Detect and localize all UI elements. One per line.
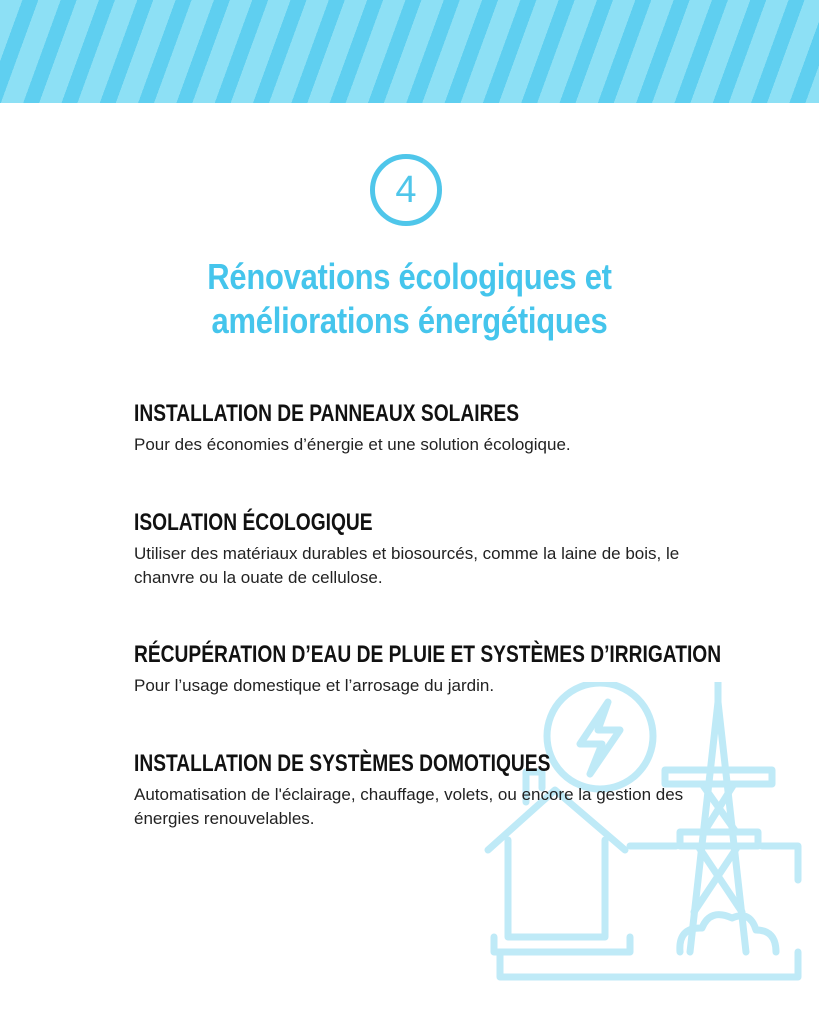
section-text: Utiliser des matériaux durables et biosourcés, comme la laine de bois, le chanvre ou la ouate de cellulose.: [134, 544, 680, 587]
section-home-automation: [134, 749, 734, 831]
striped-header-banner: [0, 0, 819, 103]
section-solar-panels: [134, 399, 734, 457]
step-number: 4: [395, 169, 417, 211]
section-heading: INSTALLATION DE PANNEAUX SOLAIRES: [134, 400, 520, 427]
section-heading: RÉCUPÉRATION D’EAU DE PLUIE ET SYSTÈMES D’IRRIGATION: [134, 641, 722, 668]
page-title: [57, 255, 761, 343]
energy-house-illustration: [480, 682, 810, 992]
section-heading: INSTALLATION DE SYSTÈMES DOMOTIQUES: [134, 750, 551, 777]
page-title-line-2: améliorations énergétiques: [211, 300, 608, 341]
section-text: Pour des économies d’énergie et une solution écologique.: [134, 435, 571, 454]
section-ecological-insulation: [134, 508, 734, 590]
page-title-line-1: Rénovations écologiques et: [207, 256, 612, 297]
step-number-badge: [370, 154, 442, 226]
section-rainwater-irrigation: [134, 640, 734, 698]
section-text: Pour l’usage domestique et l’arrosage du jardin.: [134, 676, 495, 695]
ground-base: [500, 952, 798, 977]
section-text: Automatisation de l'éclairage, chauffage, volets, ou encore la gestion des énergies renouvelables.: [134, 785, 684, 828]
section-heading: ISOLATION ÉCOLOGIQUE: [134, 509, 373, 536]
